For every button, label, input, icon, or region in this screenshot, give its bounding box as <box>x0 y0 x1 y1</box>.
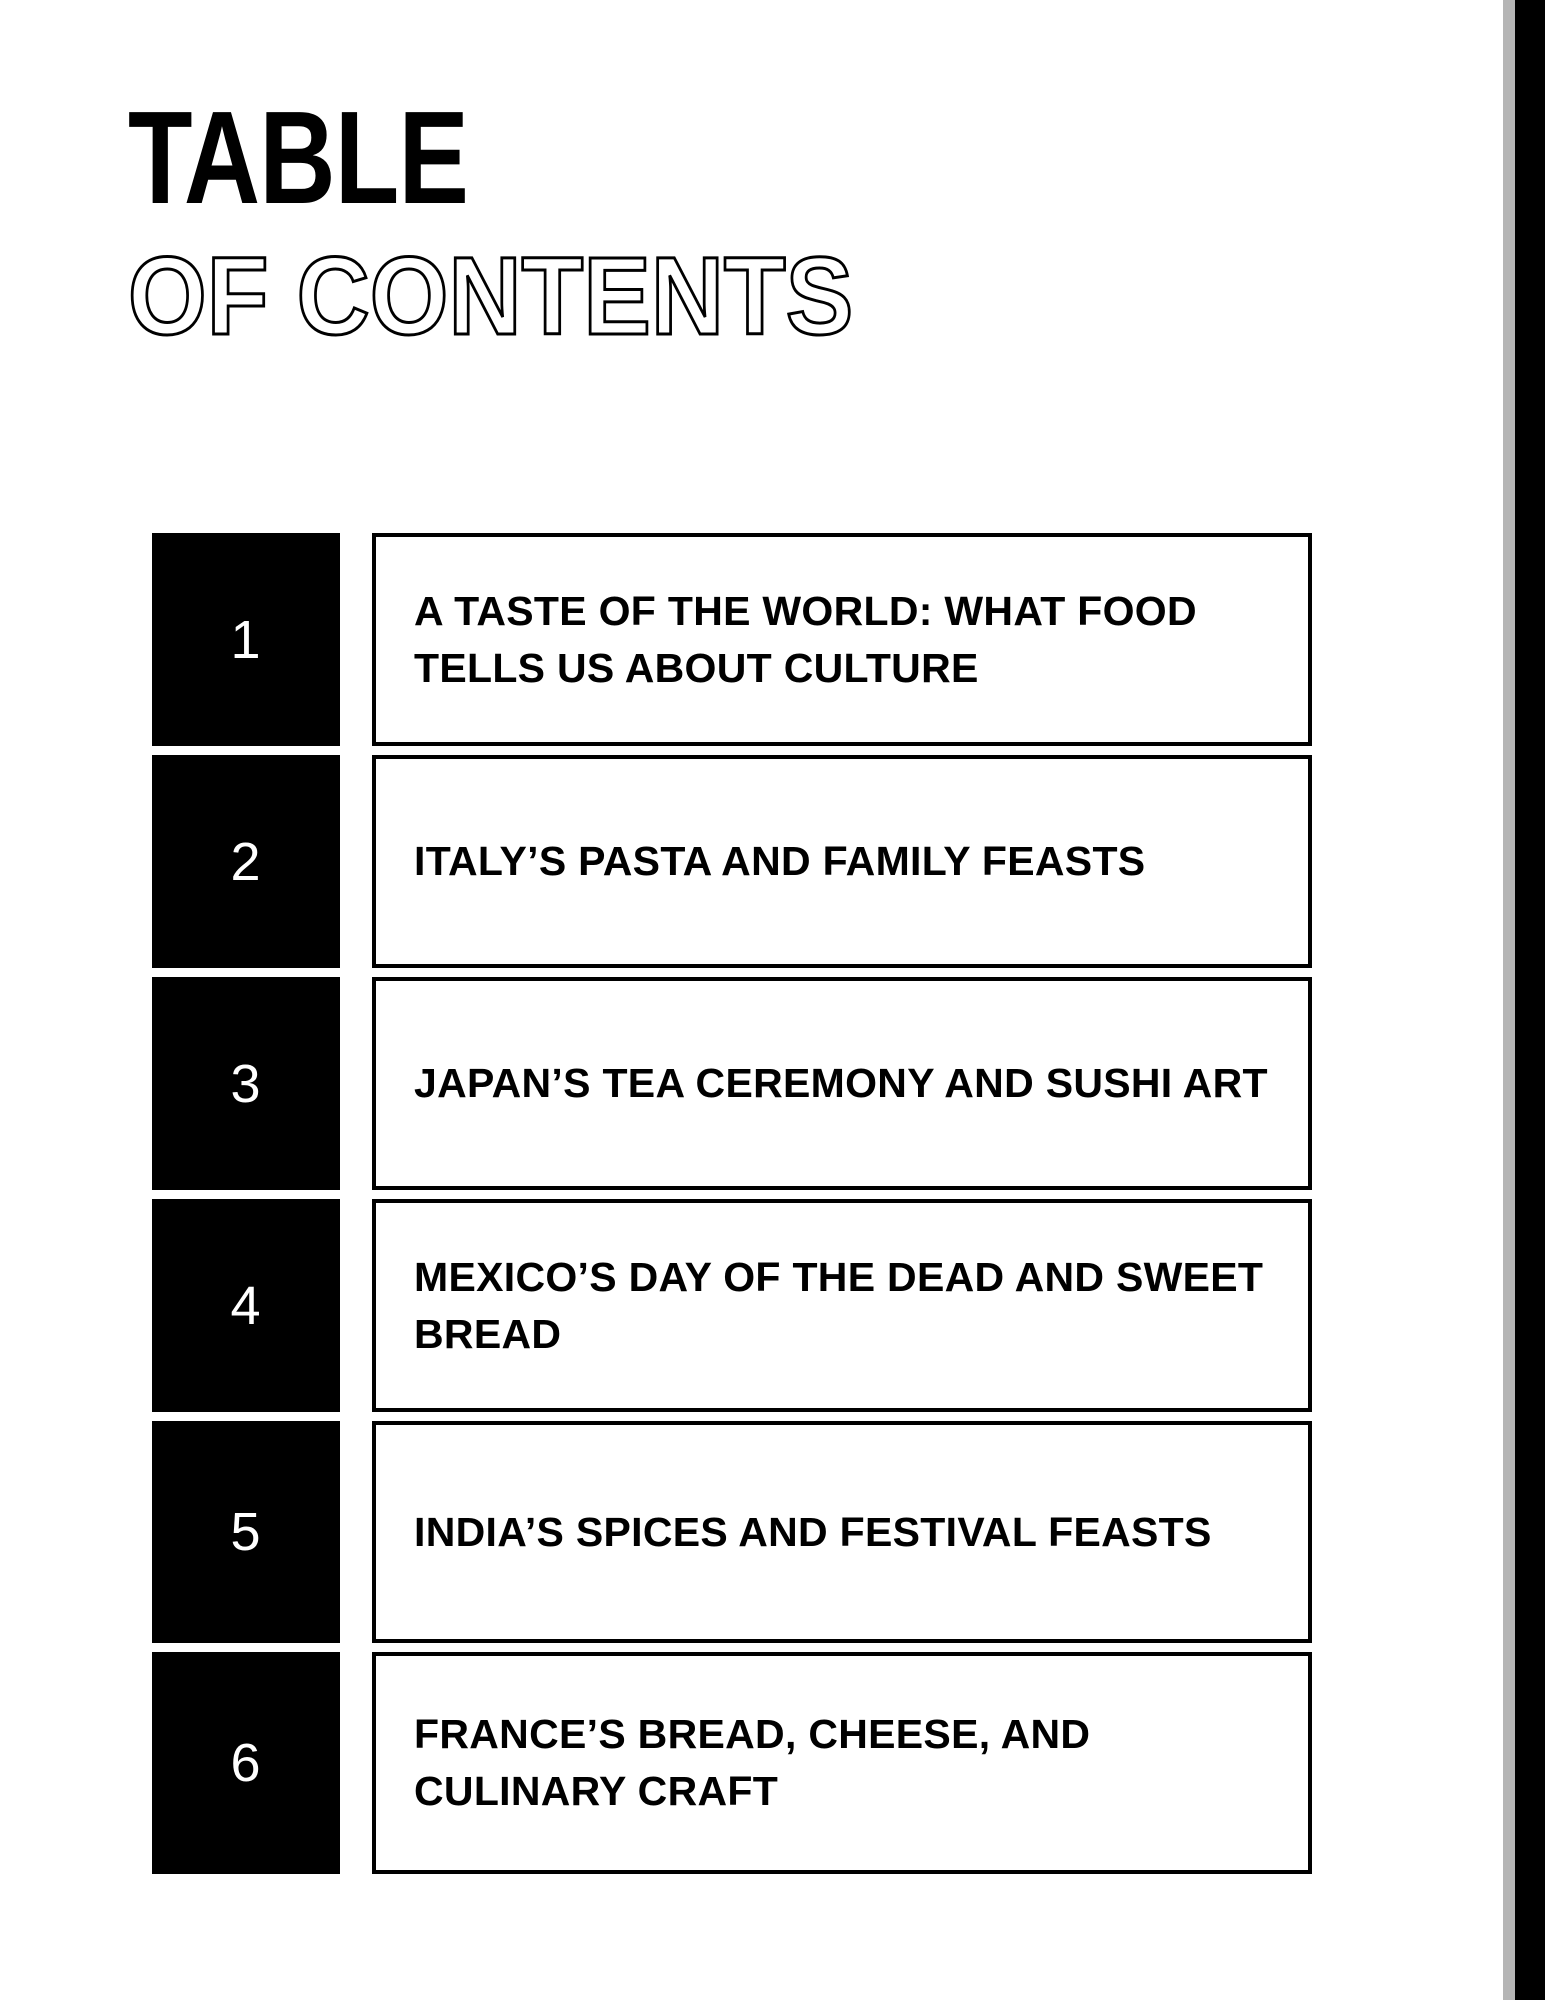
item-number-badge: 4 <box>152 1199 340 1412</box>
title-line-two: OF CONTENTS <box>128 235 854 359</box>
item-label-box[interactable] <box>372 1421 1312 1643</box>
item-label: ITALY’S PASTA AND FAMILY FEASTS <box>414 838 1146 885</box>
decorative-gray-bar <box>1503 0 1515 2000</box>
item-label: JAPAN’S TEA CEREMONY AND SUSHI ART <box>414 1060 1268 1107</box>
table-of-contents-list <box>152 533 1312 1883</box>
list-item[interactable] <box>152 1652 1312 1874</box>
list-item[interactable] <box>152 533 1312 746</box>
item-label-box[interactable] <box>372 1199 1312 1412</box>
list-item[interactable] <box>152 977 1312 1190</box>
item-label: FRANCE’S BREAD, CHEESE, AND CULINARY CRAFT <box>414 1711 1091 1814</box>
item-number-badge: 2 <box>152 755 340 968</box>
title-line-one: TABLE <box>128 84 469 231</box>
item-number-badge: 3 <box>152 977 340 1190</box>
decorative-black-bar <box>1515 0 1545 2000</box>
item-label-box[interactable] <box>372 977 1312 1190</box>
item-label-box[interactable] <box>372 1652 1312 1874</box>
item-label: A TASTE OF THE WORLD: WHAT FOOD TELLS US ABOUT CULTURE <box>414 587 1197 691</box>
item-number-badge: 5 <box>152 1421 340 1643</box>
item-number-badge: 1 <box>152 533 340 746</box>
list-item[interactable] <box>152 1421 1312 1643</box>
item-label: INDIA’S SPICES AND FESTIVAL FEASTS <box>414 1508 1212 1555</box>
list-item[interactable] <box>152 755 1312 968</box>
item-number-badge: 6 <box>152 1652 340 1874</box>
item-label-box[interactable] <box>372 533 1312 746</box>
list-item[interactable] <box>152 1199 1312 1412</box>
item-label: MEXICO’S DAY OF THE DEAD AND SWEET BREAD <box>414 1253 1264 1357</box>
page-title <box>128 84 1228 359</box>
item-label-box[interactable] <box>372 755 1312 968</box>
